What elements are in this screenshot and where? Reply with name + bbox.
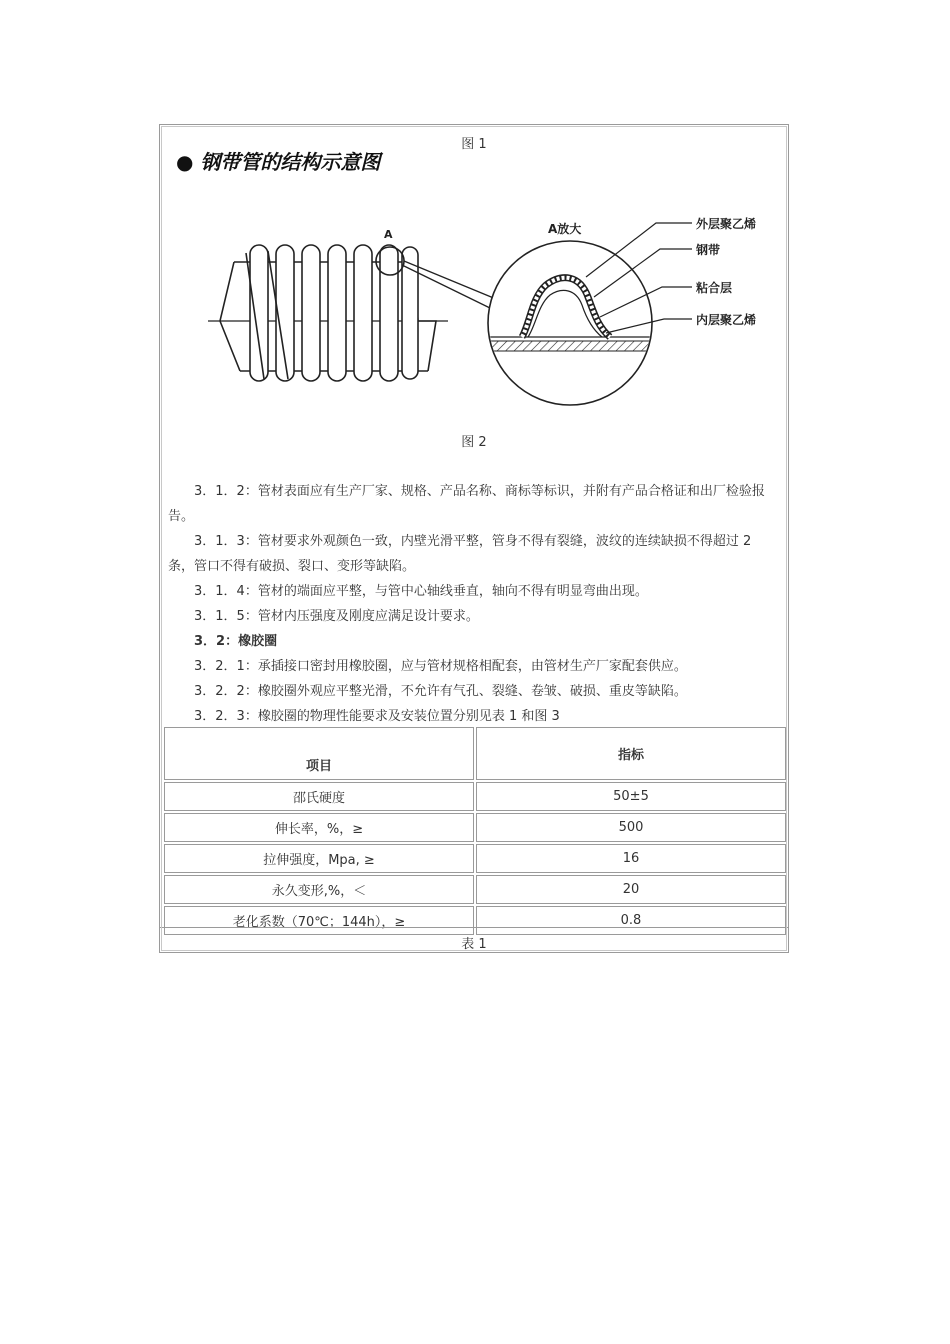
table-cell: 老化系数（70℃；144h），≥ bbox=[164, 906, 474, 935]
document-frame bbox=[159, 124, 789, 953]
table-row bbox=[164, 906, 786, 935]
table-row bbox=[164, 875, 786, 904]
table-row bbox=[164, 782, 786, 811]
table-cell: 0.8 bbox=[476, 906, 786, 935]
paragraph: 3．1．5：管材内压强度及刚度应满足设计要求。 bbox=[194, 609, 479, 624]
paragraph: 3．1．2：管材表面应有生产厂家、规格、产品名称、商标等标识，并附有产品合格证和出厂检验报告。 bbox=[168, 484, 765, 524]
table-header-cell: 项目 bbox=[164, 727, 474, 780]
rubber-ring-spec-table bbox=[162, 725, 788, 937]
table-cell: 永久变形,%，＜ bbox=[164, 875, 474, 904]
label-adhesive-layer: 粘合层 bbox=[696, 281, 733, 295]
steel-belt-pipe-diagram bbox=[166, 147, 782, 429]
paragraph: 3．1．4：管材的端面应平整，与管中心轴线垂直，轴向不得有明显弯曲出现。 bbox=[194, 584, 648, 599]
table-header-cell: 指标 bbox=[476, 727, 786, 780]
table-header-row bbox=[164, 727, 786, 780]
table-1-caption: 表 1 bbox=[461, 937, 487, 952]
figure-1-caption: 图 1 bbox=[461, 137, 487, 152]
magnified-view-circle bbox=[488, 241, 652, 405]
magnified-view-label: A放大 bbox=[548, 222, 582, 236]
paragraph: 3．1．3：管材要求外观颜色一致，内壁光滑平整，管身不得有裂缝，波纹的连续缺损不得超过 2 条，管口不得有破损、裂口、变形等缺陷。 bbox=[168, 534, 752, 574]
table-row bbox=[164, 813, 786, 842]
paragraph: 3．2．2：橡胶圈外观应平整光滑，不允许有气孔、裂缝、卷皱、破损、重皮等缺陷。 bbox=[194, 684, 687, 699]
label-outer-pe: 外层聚乙烯 bbox=[696, 217, 757, 231]
table-cell: 伸长率，%，≥ bbox=[164, 813, 474, 842]
label-inner-pe: 内层聚乙烯 bbox=[696, 313, 757, 327]
label-steel-belt: 钢带 bbox=[696, 243, 721, 257]
table-row bbox=[164, 844, 786, 873]
paragraph: 3．2．3：橡胶圈的物理性能要求及安装位置分别见表 1 和图 3 bbox=[194, 709, 560, 724]
table-cell: 500 bbox=[476, 813, 786, 842]
table-divider bbox=[160, 927, 788, 928]
paragraph: 3．2．1：承插接口密封用橡胶圈，应与管材规格相配套，由管材生产厂家配套供应。 bbox=[194, 659, 687, 674]
diagram-title: ● 钢带管的结构示意图 bbox=[176, 150, 381, 174]
detail-marker-label: A bbox=[384, 228, 393, 241]
section-heading: 3．2：橡胶圈 bbox=[194, 634, 278, 649]
table-cell: 50±5 bbox=[476, 782, 786, 811]
body-text bbox=[168, 479, 780, 729]
table-cell: 16 bbox=[476, 844, 786, 873]
table-cell: 20 bbox=[476, 875, 786, 904]
figure-2-caption: 图 2 bbox=[461, 435, 487, 450]
pipe-corrugations bbox=[246, 245, 418, 381]
table-cell: 拉伸强度，Mpa, ≥ bbox=[164, 844, 474, 873]
table-cell: 邵氏硬度 bbox=[164, 782, 474, 811]
